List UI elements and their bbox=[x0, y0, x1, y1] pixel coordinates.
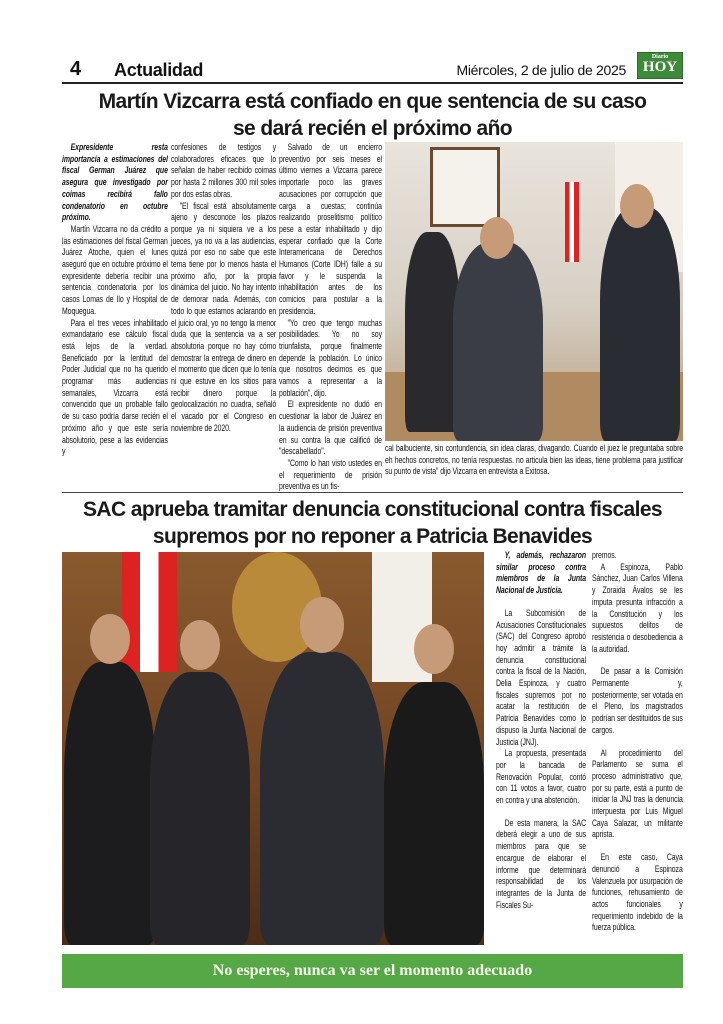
paragraph: A Espinoza, Pablo Sánchez, Juan Carlos Villena y Zoraida Ávalos se les imputa presunta infracción a la Constitución y los supuestos delitos de resistencia o desobediencia a la autoridad. bbox=[592, 561, 683, 655]
newspaper-logo bbox=[637, 52, 683, 79]
article1-lead: Expresidente resta importancia a estimaciones del fiscal German Juárez que asegura que investigado por coimas recibirá fallo condenatorio en octubre próximo. bbox=[62, 142, 168, 224]
paragraph: "Como lo han visto ustedes en el requerimiento de prisión preventiva es un fis- bbox=[279, 457, 382, 493]
paragraph: "El fiscal está absolutamente ajeno y desconoce los plazos porque ya ni siquiera ve a los jueces, ya no va a las audiencias, quizá por eso no sabe que este tema tiene por lo menos hasta el próximo año, por la propia dinámica del juicio. No hay intento de demorar nada. Además, con todo lo que estamos aclarando en el juicio oral, yo no tengo la menor duda que la sentencia va a ser absolutoria porque no hay cómo demostrar la entrega de dinero en el momento que dicen que lo tenía ni que estuve en los sitios para recibir dinero porque la geolocalización no cuadra, señaló el vacado por el Congreso en noviembre de 2020. bbox=[171, 200, 277, 434]
article1-column-1 bbox=[62, 142, 168, 458]
logo-big-text: HOY bbox=[642, 59, 678, 75]
article2-headline bbox=[62, 496, 683, 550]
article2-column-1 bbox=[496, 550, 586, 911]
headline-line: supremos por no reponer a Patricia Benavides bbox=[152, 525, 593, 548]
paragraph: La Subcomisión de Acusaciones Constitucionales (SAC) del Congreso aprobó hoy admitir a trámite la denuncia constitucional contra la fiscal de la Nación, Delia Espinoza, y cuatro fiscales supremos por no acatar la restitución de Patricia Benavides como lo dispuso la Junta Nacional de Justicia (JNJ). bbox=[496, 607, 586, 748]
article1-headline bbox=[62, 88, 683, 142]
paragraph: La propuesta, presentada por la bancada de Renovación Popular, contó con 11 votos a favor, cuatro en contra y una abstención. bbox=[496, 748, 586, 807]
headline-line: se dará recién el próximo año bbox=[232, 117, 513, 140]
header-rule bbox=[62, 82, 683, 84]
article1-continuation: cal balbuciente, sin contundencia, sin idea claras, divagando. Cuando el juez le preguntaba sobre eh hechos concretos, no tenía respuestas. no articula bien las ideas, tiene problema para justificar su punto de vista" dijo Vizcarra en entrevista a Exitosa. bbox=[385, 443, 684, 478]
headline-line: SAC aprueba tramitar denuncia constitucional contra fiscales bbox=[83, 498, 662, 521]
section-title: Actualidad bbox=[114, 60, 204, 80]
article1-column-3 bbox=[279, 142, 382, 493]
article1-photo bbox=[385, 142, 683, 441]
paragraph: El expresidente no dudó en cuestionar la labor de Juárez en la audiencia de prisión preventiva en su contra la que calificó de "descabellado". bbox=[279, 399, 382, 458]
paragraph: Para el tres veces inhabilitado exmandatario ese cálculo fiscal está lejos de la verdad. Beneficiado por la lentitud del Poder Judicial que no ha querido programar más audiencias semanales, Vizcarra está convencido que un probable fallo de su caso podría darse recién el próximo año y que este sería absolutorio, pese a las evidencias y bbox=[62, 317, 168, 458]
paragraph: Martín Vizcarra no da crédito a las estimaciones del fiscal German Juárez Atoche, quien el lunes aseguró que en octubre próximo el expresidente debería recibir una sentencia condenatoria por los casos Lomas de Ilo y Hospital de Moquegua. bbox=[62, 223, 168, 317]
article2-column-2 bbox=[592, 550, 683, 934]
article-divider bbox=[62, 492, 683, 493]
article1-column-2 bbox=[171, 142, 276, 435]
paragraph: confesiones de testigos y colaboradores eficaces que lo señalan de haber recibido coimas por hasta 2 millones 300 mil soles por dos estas obras. bbox=[171, 142, 277, 200]
paragraph: En este caso, Caya denunció a Espinoza Valenzuela por usurpación de funciones, rehusamiento de actos funcionales y requerimiento indebido de la fuerza pública. bbox=[592, 852, 683, 934]
paragraph: Salvado de un encierro preventivo por seis meses el último viernes a Vizcarra parece importarle poco las graves acusaciones por corrupción que carga a cuestas; continúa realizando proselitismo político pese a estar inhabilitado y dijo esperar confiado que la Corte Interamericana de Derechos Humanos (Corte IDH) falle a su favor y le suspenda la inhabilitación antes de los comicios para postular a la presidencia. bbox=[279, 142, 382, 317]
paragraph: "Yo creo que tengo muchas posibilidades. Yo no soy triunfalista, porque finalmente depende la población. Lo único que nosotros decimos es que vamos a representar a la población", dijo. bbox=[279, 317, 382, 399]
issue-date: Miércoles, 2 de julio de 2025 bbox=[456, 62, 626, 78]
slogan-banner: No esperes, nunca va ser el momento adecuado bbox=[62, 954, 683, 988]
paragraph: De esta manera, la SAC deberá elegir a uno de sus miembros para que se encargue de elaborar el informe que determinará responsabilidad de los integrantes de la Junta de Fiscales Su- bbox=[496, 817, 586, 911]
logo-small-text: Diario bbox=[651, 54, 669, 60]
headline-line: Martín Vizcarra está confiado en que sentencia de su caso bbox=[98, 90, 647, 113]
article2-lead: Y, además, rechazaron similar proceso contra miembros de la Junta Nacional de Justicia. bbox=[496, 550, 586, 597]
article2-photo bbox=[62, 552, 484, 945]
page-number: 4 bbox=[70, 58, 82, 80]
paragraph: De pasar a la Comisión Permanente y, posteriormente, ser votada en el Pleno, los magistrados podrían ser destituidos de sus cargos. bbox=[592, 666, 683, 736]
paragraph: premos. bbox=[592, 550, 617, 561]
paragraph: Al procedimiento del Parlamento se suma el proceso administrativo que, por su parte, está a punto de iniciar la JNJ tras la denuncia interpuesta por Luis Miguel Caya Salazar, un militante aprista. bbox=[592, 747, 683, 841]
